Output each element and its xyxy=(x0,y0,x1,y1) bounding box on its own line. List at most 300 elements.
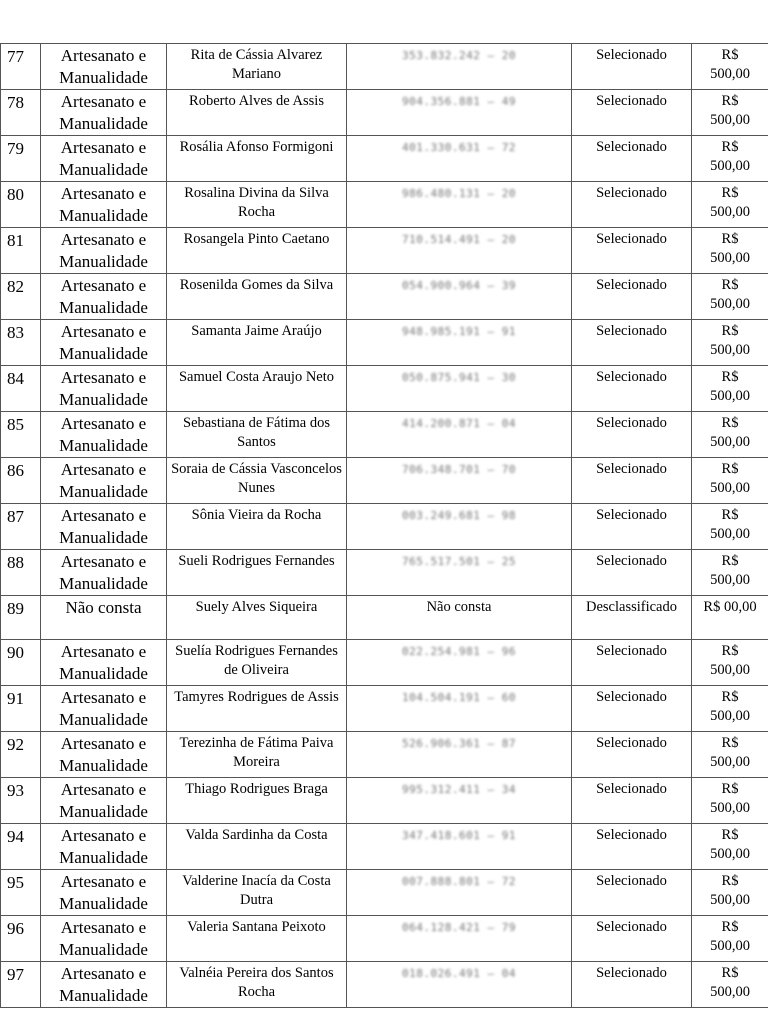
status-text: Selecionado xyxy=(596,461,667,477)
name-cell xyxy=(167,228,347,274)
area-cell xyxy=(41,274,167,320)
participant-name: Soraia de Cássia Vasconcelos Nunes xyxy=(171,461,342,496)
area-text: Manualidade xyxy=(59,344,148,363)
status-cell xyxy=(572,182,692,228)
cpf-cell xyxy=(347,274,572,320)
row-number-cell xyxy=(1,182,41,228)
name-cell xyxy=(167,685,347,731)
name-cell xyxy=(167,366,347,412)
name-cell xyxy=(167,961,347,1007)
status-text: Selecionado xyxy=(596,964,667,981)
value-text: 500,00 xyxy=(710,112,750,128)
status-cell xyxy=(572,961,692,1007)
area-cell xyxy=(41,731,167,777)
row-number-cell xyxy=(1,228,41,274)
area-text: Manualidade xyxy=(59,298,148,317)
area-text: Artesanato e xyxy=(60,779,147,799)
results-table-body xyxy=(1,44,768,1008)
cpf-value: 003.249.681 – 98 xyxy=(402,509,516,522)
name-cell xyxy=(167,639,347,685)
status-cell xyxy=(572,731,692,777)
participant-name: Tamyres Rodrigues de Assis xyxy=(174,688,339,705)
cpf-cell xyxy=(347,44,572,90)
area-text: Artesanato e xyxy=(60,92,147,111)
area-cell xyxy=(41,228,167,274)
row-number: 97 xyxy=(7,964,24,984)
area-cell xyxy=(41,182,167,228)
value-text: 500,00 xyxy=(710,891,750,908)
value-text: R$ xyxy=(721,369,739,385)
status-text: Selecionado xyxy=(596,369,667,385)
name-cell xyxy=(167,90,347,136)
cpf-cell xyxy=(347,823,572,869)
participant-name: Rosenilda Gomes da Silva xyxy=(179,277,334,293)
row-number-cell xyxy=(1,550,41,596)
cpf-cell xyxy=(347,596,572,640)
row-number: 80 xyxy=(7,185,24,204)
participant-name: Rosália Afonso Formigoni xyxy=(179,139,334,155)
name-cell xyxy=(167,596,347,640)
table-row xyxy=(1,44,768,90)
area-text: Artesanato e xyxy=(60,917,147,937)
participant-name: Roberto Alves de Assis xyxy=(189,93,324,109)
row-number-cell xyxy=(1,685,41,731)
name-cell xyxy=(167,915,347,961)
value-text: 500,00 xyxy=(710,526,750,542)
area-text: Manualidade xyxy=(59,160,148,179)
table-row xyxy=(1,823,768,869)
value-cell xyxy=(692,777,768,823)
participant-name: Terezinha de Fátima Paiva Moreira xyxy=(179,734,334,770)
status-text: Selecionado xyxy=(596,553,667,569)
status-text: Selecionado xyxy=(596,277,667,293)
row-number: 86 xyxy=(7,461,24,480)
area-text: Artesanato e xyxy=(60,184,147,203)
status-cell xyxy=(572,823,692,869)
table-row xyxy=(1,915,768,961)
name-cell xyxy=(167,320,347,366)
participant-name: Rosalina Divina da Silva Rocha xyxy=(184,185,329,220)
row-number: 79 xyxy=(7,139,24,158)
value-cell xyxy=(692,320,768,366)
status-cell xyxy=(572,869,692,915)
value-text: R$ xyxy=(721,461,739,477)
area-cell xyxy=(41,550,167,596)
participant-name: Valeria Santana Peixoto xyxy=(187,918,326,935)
cpf-cell xyxy=(347,458,572,504)
value-text: 500,00 xyxy=(710,753,750,770)
area-text: Manualidade xyxy=(59,390,148,409)
row-number-cell xyxy=(1,731,41,777)
status-cell xyxy=(572,685,692,731)
status-text: Selecionado xyxy=(596,780,667,797)
table-row xyxy=(1,869,768,915)
name-cell xyxy=(167,274,347,320)
row-number-cell xyxy=(1,777,41,823)
table-row xyxy=(1,777,768,823)
status-cell xyxy=(572,136,692,182)
area-text: Artesanato e xyxy=(60,506,147,525)
cpf-cell xyxy=(347,136,572,182)
cpf-cell xyxy=(347,228,572,274)
row-number: 92 xyxy=(7,734,24,754)
name-cell xyxy=(167,412,347,458)
status-text: Selecionado xyxy=(596,139,667,155)
value-text: R$ xyxy=(721,964,739,981)
cpf-cell xyxy=(347,731,572,777)
area-text: Manualidade xyxy=(59,847,148,867)
area-cell xyxy=(41,823,167,869)
participant-name: Valnéia Pereira dos Santos Rocha xyxy=(179,964,334,1000)
status-text: Selecionado xyxy=(596,507,667,523)
cpf-value: 353.832.242 – 20 xyxy=(402,49,516,62)
name-cell xyxy=(167,550,347,596)
status-text: Selecionado xyxy=(596,415,667,431)
status-text: Selecionado xyxy=(596,185,667,201)
row-number-cell xyxy=(1,869,41,915)
status-cell xyxy=(572,639,692,685)
area-text: Artesanato e xyxy=(60,322,147,341)
cpf-value: 022.254.981 – 96 xyxy=(402,644,516,658)
cpf-value: 710.514.491 – 20 xyxy=(402,233,516,246)
participant-name: Rita de Cássia Alvarez Mariano xyxy=(190,47,323,82)
value-text: R$ xyxy=(721,185,739,201)
table-row xyxy=(1,596,768,640)
area-cell xyxy=(41,412,167,458)
status-text: Selecionado xyxy=(596,872,667,889)
value-cell xyxy=(692,182,768,228)
cpf-cell xyxy=(347,685,572,731)
name-cell xyxy=(167,136,347,182)
cpf-value: 765.517.501 – 25 xyxy=(402,555,516,568)
status-text: Selecionado xyxy=(596,688,667,705)
row-number: 93 xyxy=(7,780,24,800)
row-number-cell xyxy=(1,639,41,685)
row-number: 89 xyxy=(7,599,24,618)
status-cell xyxy=(572,596,692,640)
cpf-value: 526.906.361 – 87 xyxy=(402,736,516,750)
area-cell xyxy=(41,366,167,412)
table-row xyxy=(1,550,768,596)
value-text: R$ xyxy=(721,918,739,935)
value-cell xyxy=(692,550,768,596)
status-text: Selecionado xyxy=(596,642,667,659)
value-text: R$ xyxy=(721,507,739,523)
status-text: Selecionado xyxy=(596,826,667,843)
area-text: Artesanato e xyxy=(60,368,147,387)
cpf-value: 948.985.191 – 91 xyxy=(402,325,516,338)
status-cell xyxy=(572,320,692,366)
value-cell xyxy=(692,639,768,685)
area-cell xyxy=(41,869,167,915)
area-text: Manualidade xyxy=(59,68,148,87)
value-text: 500,00 xyxy=(710,480,750,496)
row-number: 90 xyxy=(7,642,24,662)
name-cell xyxy=(167,44,347,90)
name-cell xyxy=(167,777,347,823)
cpf-value: 401.330.631 – 72 xyxy=(402,141,516,154)
value-text: R$ xyxy=(721,139,739,155)
area-text: Artesanato e xyxy=(60,963,147,983)
area-text: Artesanato e xyxy=(60,230,147,249)
area-text: Manualidade xyxy=(59,206,148,225)
value-text: 500,00 xyxy=(710,799,750,816)
value-text: R$ xyxy=(721,872,739,889)
row-number-cell xyxy=(1,823,41,869)
table-row xyxy=(1,731,768,777)
value-cell xyxy=(692,90,768,136)
cpf-cell xyxy=(347,182,572,228)
row-number-cell xyxy=(1,504,41,550)
area-text: Manualidade xyxy=(59,663,148,683)
row-number-cell xyxy=(1,44,41,90)
value-text: 500,00 xyxy=(710,661,750,678)
name-cell xyxy=(167,504,347,550)
area-text: Artesanato e xyxy=(60,460,147,479)
participant-name: Sônia Vieira da Rocha xyxy=(191,507,322,523)
row-number-cell xyxy=(1,274,41,320)
results-table xyxy=(0,43,768,1008)
cpf-value: 018.026.491 – 04 xyxy=(402,966,516,980)
status-cell xyxy=(572,915,692,961)
value-text: 500,00 xyxy=(710,707,750,724)
cpf-value: 064.128.421 – 79 xyxy=(402,920,516,934)
row-number-cell xyxy=(1,915,41,961)
cpf-value: 104.504.191 – 60 xyxy=(402,690,516,704)
area-text: Manualidade xyxy=(59,114,148,133)
table-row xyxy=(1,458,768,504)
value-text: R$ 00,00 xyxy=(703,599,757,615)
row-number: 88 xyxy=(7,553,24,572)
participant-name: Thiago Rodrigues Braga xyxy=(185,780,328,797)
value-cell xyxy=(692,504,768,550)
area-text: Manualidade xyxy=(59,755,148,775)
cpf-value: 706.348.701 – 70 xyxy=(402,463,516,476)
row-number-cell xyxy=(1,412,41,458)
area-text: Manualidade xyxy=(59,893,148,913)
cpf-value: 054.900.964 – 39 xyxy=(402,279,516,292)
area-cell xyxy=(41,915,167,961)
area-text: Artesanato e xyxy=(60,733,147,753)
area-cell xyxy=(41,320,167,366)
value-cell xyxy=(692,366,768,412)
value-text: R$ xyxy=(721,642,739,659)
area-text: Manualidade xyxy=(59,482,148,501)
value-text: 500,00 xyxy=(710,342,750,358)
status-cell xyxy=(572,777,692,823)
area-text: Manualidade xyxy=(59,436,148,455)
cpf-cell xyxy=(347,320,572,366)
area-cell xyxy=(41,90,167,136)
area-text: Manualidade xyxy=(59,252,148,271)
value-text: 500,00 xyxy=(710,572,750,588)
name-cell xyxy=(167,869,347,915)
value-cell xyxy=(692,731,768,777)
table-row xyxy=(1,685,768,731)
value-cell xyxy=(692,44,768,90)
cpf-cell xyxy=(347,777,572,823)
row-number: 84 xyxy=(7,369,24,388)
cpf-cell xyxy=(347,550,572,596)
area-cell xyxy=(41,44,167,90)
area-text: Artesanato e xyxy=(60,687,147,707)
table-row xyxy=(1,182,768,228)
row-number: 96 xyxy=(7,918,24,938)
status-cell xyxy=(572,44,692,90)
value-text: 500,00 xyxy=(710,296,750,312)
status-text: Selecionado xyxy=(596,231,667,247)
value-text: 500,00 xyxy=(710,158,750,174)
participant-name: Rosangela Pinto Caetano xyxy=(183,231,330,247)
status-text: Selecionado xyxy=(596,918,667,935)
value-text: 500,00 xyxy=(710,845,750,862)
row-number: 95 xyxy=(7,872,24,892)
value-cell xyxy=(692,869,768,915)
value-text: R$ xyxy=(721,47,739,63)
cpf-cell xyxy=(347,961,572,1007)
value-text: 500,00 xyxy=(710,250,750,266)
value-text: R$ xyxy=(721,553,739,569)
area-text: Artesanato e xyxy=(60,46,147,65)
value-cell xyxy=(692,458,768,504)
row-number: 83 xyxy=(7,323,24,342)
area-cell xyxy=(41,596,167,640)
row-number-cell xyxy=(1,366,41,412)
cpf-cell xyxy=(347,869,572,915)
name-cell xyxy=(167,182,347,228)
table-row xyxy=(1,961,768,1007)
value-cell xyxy=(692,412,768,458)
value-cell xyxy=(692,961,768,1007)
area-text: Artesanato e xyxy=(60,552,147,571)
cpf-cell xyxy=(347,915,572,961)
cpf-value: 050.875.941 – 30 xyxy=(402,371,516,384)
value-text: R$ xyxy=(721,826,739,843)
area-text: Artesanato e xyxy=(60,641,147,661)
cpf-value: 904.356.881 – 49 xyxy=(402,95,516,108)
value-cell xyxy=(692,228,768,274)
cpf-value: 986.480.131 – 20 xyxy=(402,187,516,200)
status-text: Desclassificado xyxy=(586,599,677,615)
area-text: Artesanato e xyxy=(60,825,147,845)
area-cell xyxy=(41,136,167,182)
row-number-cell xyxy=(1,961,41,1007)
table-row xyxy=(1,274,768,320)
table-row xyxy=(1,412,768,458)
cpf-value: 414.200.871 – 04 xyxy=(402,417,516,430)
value-text: R$ xyxy=(721,734,739,751)
row-number-cell xyxy=(1,458,41,504)
value-text: R$ xyxy=(721,415,739,431)
status-cell xyxy=(572,228,692,274)
cpf-cell xyxy=(347,412,572,458)
value-text: 500,00 xyxy=(710,66,750,82)
area-cell xyxy=(41,639,167,685)
row-number: 77 xyxy=(7,47,24,66)
value-text: 500,00 xyxy=(710,937,750,954)
area-text: Artesanato e xyxy=(60,138,147,157)
area-text: Manualidade xyxy=(59,709,148,729)
value-text: R$ xyxy=(721,780,739,797)
area-cell xyxy=(41,961,167,1007)
row-number: 85 xyxy=(7,415,24,434)
area-cell xyxy=(41,685,167,731)
status-text: Selecionado xyxy=(596,93,667,109)
value-text: R$ xyxy=(721,688,739,705)
value-cell xyxy=(692,136,768,182)
value-text: R$ xyxy=(721,277,739,293)
row-number-cell xyxy=(1,90,41,136)
area-text: Manualidade xyxy=(59,801,148,821)
cpf-value: Não consta xyxy=(426,599,492,615)
area-text: Artesanato e xyxy=(60,276,147,295)
area-cell xyxy=(41,504,167,550)
row-number: 81 xyxy=(7,231,24,250)
status-cell xyxy=(572,504,692,550)
table-row xyxy=(1,639,768,685)
table-row xyxy=(1,90,768,136)
status-cell xyxy=(572,90,692,136)
value-text: R$ xyxy=(721,93,739,109)
area-cell xyxy=(41,777,167,823)
row-number: 94 xyxy=(7,826,24,846)
status-cell xyxy=(572,274,692,320)
cpf-cell xyxy=(347,366,572,412)
value-cell xyxy=(692,915,768,961)
row-number-cell xyxy=(1,596,41,640)
participant-name: Samuel Costa Araujo Neto xyxy=(178,369,335,385)
cpf-cell xyxy=(347,639,572,685)
status-text: Selecionado xyxy=(596,323,667,339)
row-number-cell xyxy=(1,320,41,366)
value-text: R$ xyxy=(721,323,739,339)
value-cell xyxy=(692,596,768,640)
value-text: 500,00 xyxy=(710,434,750,450)
value-text: 500,00 xyxy=(710,983,750,1000)
row-number: 78 xyxy=(7,93,24,112)
area-cell xyxy=(41,458,167,504)
cpf-cell xyxy=(347,504,572,550)
value-cell xyxy=(692,823,768,869)
row-number: 91 xyxy=(7,688,24,708)
status-text: Selecionado xyxy=(596,734,667,751)
value-cell xyxy=(692,685,768,731)
status-cell xyxy=(572,550,692,596)
name-cell xyxy=(167,823,347,869)
status-text: Selecionado xyxy=(596,47,667,63)
area-text: Manualidade xyxy=(59,528,148,547)
participant-name: Sebastiana de Fátima dos Santos xyxy=(183,415,330,450)
row-number: 82 xyxy=(7,277,24,296)
status-cell xyxy=(572,412,692,458)
participant-name: Valda Sardinha da Costa xyxy=(185,826,328,843)
cpf-value: 007.888.801 – 72 xyxy=(402,874,516,888)
status-cell xyxy=(572,366,692,412)
area-text: Não consta xyxy=(65,598,142,617)
participant-name: Samanta Jaime Araújo xyxy=(191,323,322,339)
row-number: 87 xyxy=(7,507,24,526)
area-text: Manualidade xyxy=(59,574,148,593)
table-row xyxy=(1,320,768,366)
area-text: Artesanato e xyxy=(60,414,147,433)
participant-name: Sueli Rodrigues Fernandes xyxy=(178,553,335,569)
status-cell xyxy=(572,458,692,504)
participant-name: Valderine Inacía da Costa Dutra xyxy=(182,872,331,908)
value-text: 500,00 xyxy=(710,388,750,404)
table-row xyxy=(1,228,768,274)
name-cell xyxy=(167,458,347,504)
area-text: Manualidade xyxy=(59,985,148,1005)
